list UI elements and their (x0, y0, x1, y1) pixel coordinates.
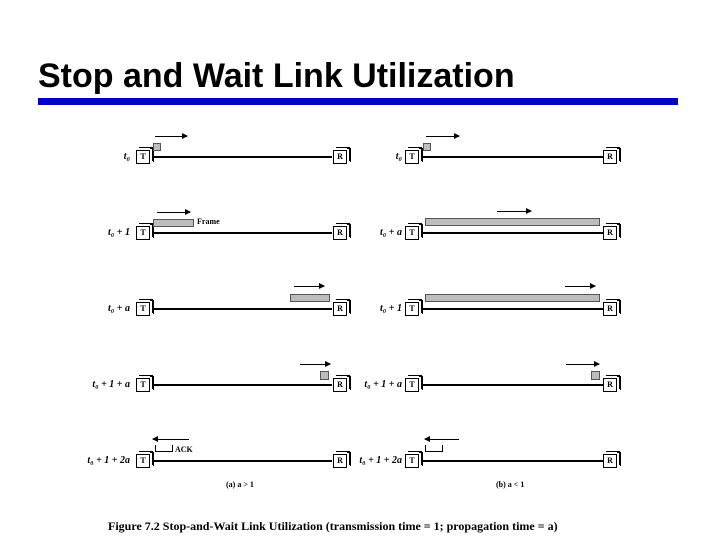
transmitter-station (136, 150, 150, 164)
link-line (152, 460, 332, 462)
stage-label: t₀ + 1 + a (92, 379, 130, 390)
direction-arrow (566, 364, 599, 365)
receiver-station (603, 302, 617, 316)
slide-title: Stop and Wait Link Utilization (38, 57, 515, 95)
direction-arrow (425, 439, 459, 440)
direction-arrow (565, 286, 595, 287)
receiver-label: R (607, 152, 613, 161)
direction-arrow (497, 211, 531, 212)
ack-segment (155, 445, 173, 452)
transmitter-label: T (140, 228, 146, 237)
stage-label: t₀ + a (380, 227, 402, 238)
transmitter-label: T (409, 380, 415, 389)
stage-label: t₀ + 1 (108, 227, 130, 238)
frame-segment (425, 294, 600, 302)
receiver-label: R (337, 152, 343, 161)
panel-caption: (b) a < 1 (496, 480, 525, 489)
link-line (421, 460, 603, 462)
frame-segment (423, 143, 431, 151)
direction-arrow (153, 439, 189, 440)
link-line (421, 232, 603, 234)
link-line (152, 232, 332, 234)
receiver-label: R (337, 304, 343, 313)
transmitter-station (405, 302, 419, 316)
transmitter-label: T (409, 228, 415, 237)
title-underline (38, 98, 678, 105)
receiver-label: R (607, 380, 613, 389)
receiver-station (603, 454, 617, 468)
direction-arrow (300, 364, 330, 365)
stage-label: t₀ + 1 (380, 303, 402, 314)
receiver-label: R (337, 456, 343, 465)
receiver-label: R (337, 380, 343, 389)
transmitter-label: T (140, 380, 146, 389)
ack-segment (425, 445, 443, 452)
frame-label: Frame (197, 217, 220, 226)
title-underline-bar (38, 98, 678, 105)
transmitter-label: T (409, 456, 415, 465)
link-line (421, 156, 603, 158)
transmitter-station (136, 454, 150, 468)
transmitter-label: T (140, 456, 146, 465)
stage-label: t₀ + 1 + 2a (359, 455, 402, 466)
transmitter-station (136, 226, 150, 240)
receiver-label: R (337, 228, 343, 237)
transmitter-station (136, 378, 150, 392)
transmitter-station (405, 454, 419, 468)
link-line (152, 156, 332, 158)
panel-caption: (a) a > 1 (226, 480, 254, 489)
transmitter-label: T (140, 304, 146, 313)
stage-label: t₀ + a (108, 303, 130, 314)
transmitter-station (136, 302, 150, 316)
receiver-station (603, 226, 617, 240)
transmitter-label: T (409, 304, 415, 313)
figure-caption: Figure 7.2 Stop-and-Wait Link Utilization (transmission time = 1; propagation time = a) (108, 519, 558, 533)
frame-segment (591, 371, 600, 380)
frame-segment (320, 371, 329, 380)
direction-arrow (294, 286, 324, 287)
transmitter-station (405, 226, 419, 240)
stage-label: t₀ (395, 151, 402, 162)
transmitter-station (405, 378, 419, 392)
direction-arrow (155, 136, 187, 137)
transmitter-label: T (140, 152, 146, 161)
link-line (152, 384, 332, 386)
receiver-label: R (607, 304, 613, 313)
receiver-label: R (607, 456, 613, 465)
link-line (152, 308, 332, 310)
receiver-station (603, 378, 617, 392)
transmitter-label: T (409, 152, 415, 161)
receiver-station (603, 150, 617, 164)
link-line (421, 308, 603, 310)
ack-label: ACK (175, 445, 193, 454)
frame-segment (290, 294, 330, 302)
stage-label: t₀ (123, 151, 130, 162)
receiver-label: R (607, 228, 613, 237)
direction-arrow (157, 212, 190, 213)
frame-segment (153, 143, 161, 151)
stage-label: t₀ + 1 + 2a (87, 455, 130, 466)
transmitter-station (405, 150, 419, 164)
frame-segment (153, 219, 194, 227)
direction-arrow (426, 136, 459, 137)
frame-segment (425, 218, 600, 226)
stage-label: t₀ + 1 + a (364, 379, 402, 390)
link-line (421, 384, 603, 386)
